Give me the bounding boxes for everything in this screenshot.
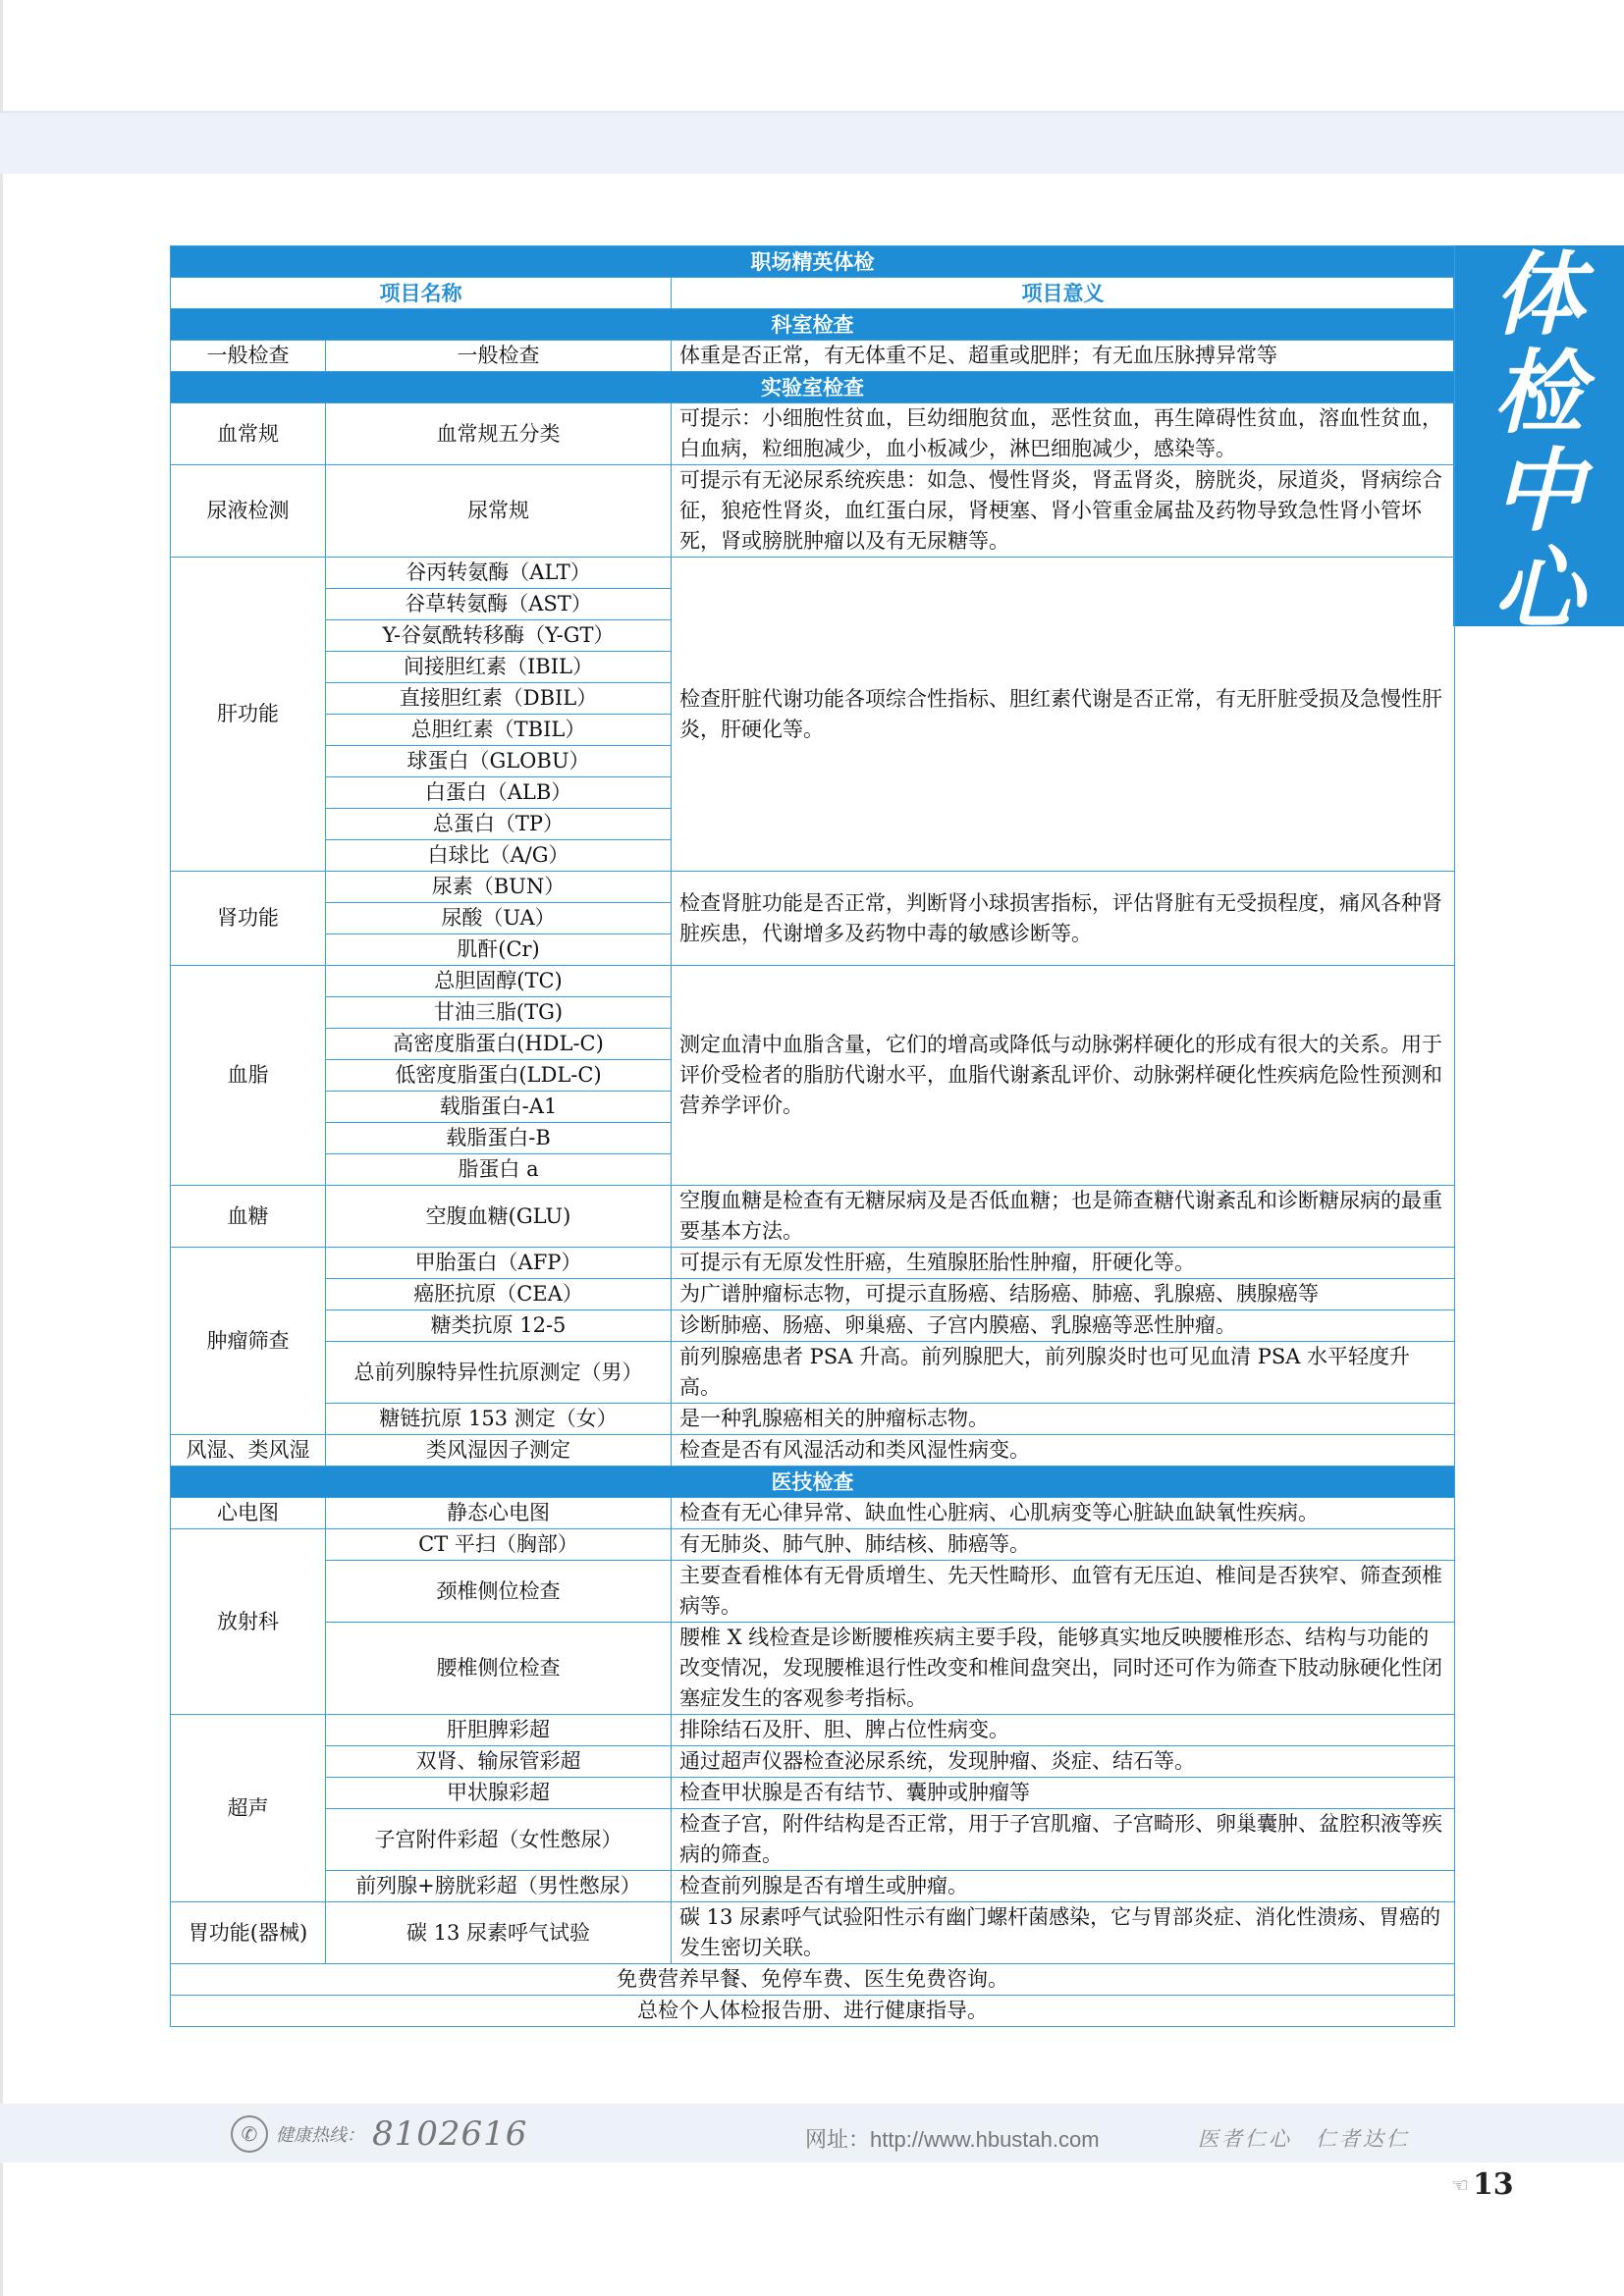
page-number: 13 bbox=[1472, 2167, 1514, 2202]
item-cell: 癌胚抗原（CEA） bbox=[326, 1279, 672, 1310]
item-cell: 腰椎侧位检查 bbox=[326, 1623, 672, 1715]
category-cell: 一般检查 bbox=[171, 341, 326, 372]
item-cell: 高密度脂蛋白(HDL-C) bbox=[326, 1029, 672, 1060]
desc-cell: 主要查看椎体有无骨质增生、先天性畸形、血管有无压迫、椎间是否狭窄、筛查颈椎病等。 bbox=[672, 1561, 1455, 1623]
item-cell: 总胆红素（TBIL） bbox=[326, 715, 672, 746]
item-cell: 总胆固醇(TC) bbox=[326, 966, 672, 997]
desc-cell: 检查肝脏代谢功能各项综合性指标、胆红素代谢是否正常，有无肝脏受损及急慢性肝炎，肝硬化等。 bbox=[672, 558, 1455, 872]
category-cell: 心电图 bbox=[171, 1498, 326, 1529]
desc-cell: 可提示有无泌尿系统疾患：如急、慢性肾炎，肾盂肾炎，膀胱炎，尿道炎，肾病综合征，狼疮性肾炎，血红蛋白尿，肾梗塞、肾小管重金属盐及药物导致急性肾小管坏死，肾或膀胱肿瘤以及有无尿糖等。 bbox=[672, 465, 1455, 558]
table-row bbox=[171, 558, 1455, 589]
item-cell: 谷丙转氨酶（ALT） bbox=[326, 558, 672, 589]
hotline bbox=[231, 2110, 527, 2158]
side-tab-char-2: 检 bbox=[1492, 340, 1584, 446]
category-cell: 肾功能 bbox=[171, 872, 326, 966]
desc-cell: 排除结石及肝、胆、脾占位性病变。 bbox=[672, 1715, 1455, 1746]
item-cell: 一般检查 bbox=[326, 341, 672, 372]
category-cell: 肿瘤筛查 bbox=[171, 1248, 326, 1435]
item-cell: CT 平扫（胸部） bbox=[326, 1529, 672, 1561]
table-row bbox=[171, 1778, 1455, 1809]
category-cell: 胃功能(器械) bbox=[171, 1902, 326, 1964]
category-cell: 超声 bbox=[171, 1715, 326, 1902]
table-header-row bbox=[171, 278, 1455, 309]
item-cell: 前列腺+膀胱彩超（男性憋尿） bbox=[326, 1871, 672, 1902]
desc-cell: 空腹血糖是检查有无糖尿病及是否低血糖；也是筛查糖代谢紊乱和诊断糖尿病的最重要基本方法。 bbox=[672, 1186, 1455, 1248]
table-row bbox=[171, 1746, 1455, 1778]
item-cell: 间接胆红素（IBIL） bbox=[326, 652, 672, 683]
item-cell: 球蛋白（GLOBU） bbox=[326, 746, 672, 777]
table-row bbox=[171, 872, 1455, 903]
category-cell: 尿液检测 bbox=[171, 465, 326, 558]
desc-cell: 检查前列腺是否有增生或肿瘤。 bbox=[672, 1871, 1455, 1902]
desc-cell: 检查有无心律异常、缺血性心脏病、心肌病变等心脏缺血缺氧性疾病。 bbox=[672, 1498, 1455, 1529]
item-cell: 载脂蛋白-B bbox=[326, 1123, 672, 1154]
table-row bbox=[171, 403, 1455, 465]
desc-cell: 通过超声仪器检查泌尿系统，发现肿瘤、炎症、结石等。 bbox=[672, 1746, 1455, 1778]
desc-cell: 体重是否正常，有无体重不足、超重或肥胖；有无血压脉搏异常等 bbox=[672, 341, 1455, 372]
hotline-label: 健康热线： bbox=[276, 2125, 364, 2146]
section-shiyan: 实验室检查 bbox=[171, 372, 1455, 403]
category-cell: 风湿、类风湿 bbox=[171, 1435, 326, 1467]
item-cell: Y-谷氨酰转移酶（Y-GT） bbox=[326, 620, 672, 652]
item-cell: 颈椎侧位检查 bbox=[326, 1561, 672, 1623]
item-cell: 甘油三脂(TG) bbox=[326, 997, 672, 1029]
desc-cell: 测定血清中血脂含量，它们的增高或降低与动脉粥样硬化的形成有很大的关系。用于评价受检者的脂肪代谢水平，血脂代谢紊乱评价、动脉粥样硬化性疾病危险性预测和营养学评价。 bbox=[672, 966, 1455, 1186]
table-row bbox=[171, 1342, 1455, 1404]
section-row bbox=[171, 309, 1455, 341]
item-cell: 载脂蛋白-A1 bbox=[326, 1092, 672, 1123]
pointing-hand-icon: ☜ bbox=[1451, 2172, 1469, 2197]
desc-cell: 检查甲状腺是否有结节、囊肿或肿瘤等 bbox=[672, 1778, 1455, 1809]
item-cell: 谷草转氨酶（AST） bbox=[326, 589, 672, 620]
checkup-table bbox=[170, 245, 1455, 2027]
table-row bbox=[171, 1310, 1455, 1342]
item-cell: 白球比（A/G） bbox=[326, 840, 672, 872]
desc-cell: 腰椎 X 线检查是诊断腰椎疾病主要手段，能够真实地反映腰椎形态、结构与功能的改变情况，发现腰椎退行性改变和椎间盘突出，同时还可作为筛查下肢动脉硬化性闭塞症发生的客观参考指标。 bbox=[672, 1623, 1455, 1715]
item-cell: 肌酐(Cr) bbox=[326, 934, 672, 966]
header-meaning: 项目意义 bbox=[672, 278, 1455, 309]
table-row bbox=[171, 1279, 1455, 1310]
page-number-block bbox=[1451, 2167, 1514, 2202]
category-cell: 血常规 bbox=[171, 403, 326, 465]
website-link[interactable]: 网址：http://www.hbustah.com bbox=[805, 2127, 1100, 2152]
footer-note-2: 总检个人体检报告册、进行健康指导。 bbox=[171, 1996, 1455, 2027]
slogan: 医者仁心 仁者达仁 bbox=[1198, 2127, 1410, 2151]
table-row bbox=[171, 465, 1455, 558]
item-cell: 直接胆红素（DBIL） bbox=[326, 683, 672, 715]
item-cell: 总前列腺特异性抗原测定（男） bbox=[326, 1342, 672, 1404]
desc-cell: 为广谱肿瘤标志物，可提示直肠癌、结肠癌、肺癌、乳腺癌、胰腺癌等 bbox=[672, 1279, 1455, 1310]
table-row bbox=[171, 1404, 1455, 1435]
header-band bbox=[0, 113, 1624, 174]
side-tab-title bbox=[1453, 241, 1624, 642]
section-yiji: 医技检查 bbox=[171, 1467, 1455, 1498]
item-cell: 尿素（BUN） bbox=[326, 872, 672, 903]
item-cell: 低密度脂蛋白(LDL-C) bbox=[326, 1060, 672, 1092]
item-cell: 脂蛋白 a bbox=[326, 1154, 672, 1186]
hotline-number: 8102616 bbox=[372, 2114, 528, 2154]
table-row bbox=[171, 1871, 1455, 1902]
side-tab-char-1: 体 bbox=[1492, 241, 1584, 347]
section-row bbox=[171, 1467, 1455, 1498]
section-row bbox=[171, 372, 1455, 403]
table-row bbox=[171, 966, 1455, 997]
item-cell: 糖链抗原 153 测定（女） bbox=[326, 1404, 672, 1435]
category-cell: 血糖 bbox=[171, 1186, 326, 1248]
table-row bbox=[171, 1623, 1455, 1715]
item-cell: 甲胎蛋白（AFP） bbox=[326, 1248, 672, 1279]
desc-cell: 有无肺炎、肺气肿、肺结核、肺癌等。 bbox=[672, 1529, 1455, 1561]
item-cell: 白蛋白（ALB） bbox=[326, 777, 672, 809]
table-footer-row bbox=[171, 1996, 1455, 2027]
table-row bbox=[171, 1715, 1455, 1746]
item-cell: 血常规五分类 bbox=[326, 403, 672, 465]
table-row bbox=[171, 1809, 1455, 1871]
table-row bbox=[171, 341, 1455, 372]
header-name: 项目名称 bbox=[171, 278, 672, 309]
desc-cell: 前列腺癌患者 PSA 升高。前列腺肥大，前列腺炎时也可见血清 PSA 水平轻度升高。 bbox=[672, 1342, 1455, 1404]
phone-icon: ✆ bbox=[231, 2115, 268, 2153]
item-cell: 尿酸（UA） bbox=[326, 903, 672, 934]
category-cell: 肝功能 bbox=[171, 558, 326, 872]
table-row bbox=[171, 1561, 1455, 1623]
category-cell: 放射科 bbox=[171, 1529, 326, 1715]
side-tab-char-4: 心 bbox=[1492, 536, 1584, 642]
table-row bbox=[171, 1498, 1455, 1529]
table-title-row bbox=[171, 246, 1455, 278]
section-keshi: 科室检查 bbox=[171, 309, 1455, 341]
footer-note-1: 免费营养早餐、免停车费、医生免费咨询。 bbox=[171, 1964, 1455, 1996]
item-cell: 甲状腺彩超 bbox=[326, 1778, 672, 1809]
desc-cell: 诊断肺癌、肠癌、卵巢癌、子宫内膜癌、乳腺癌等恶性肿瘤。 bbox=[672, 1310, 1455, 1342]
desc-cell: 检查子宫，附件结构是否正常，用于子宫肌瘤、子宫畸形、卵巢囊肿、盆腔积液等疾病的筛查。 bbox=[672, 1809, 1455, 1871]
desc-cell: 检查肾脏功能是否正常，判断肾小球损害指标，评估肾脏有无受损程度，痛风各种肾脏疾患，代谢增多及药物中毒的敏感诊断等。 bbox=[672, 872, 1455, 966]
table-row bbox=[171, 1248, 1455, 1279]
desc-cell: 可提示：小细胞性贫血，巨幼细胞贫血，恶性贫血，再生障碍性贫血，溶血性贫血，白血病，粒细胞减少，血小板减少，淋巴细胞减少，感染等。 bbox=[672, 403, 1455, 465]
desc-cell: 碳 13 尿素呼气试验阳性示有幽门螺杆菌感染，它与胃部炎症、消化性溃疡、胃癌的发生密切关联。 bbox=[672, 1902, 1455, 1964]
side-tab-char-3: 中 bbox=[1492, 438, 1584, 544]
item-cell: 静态心电图 bbox=[326, 1498, 672, 1529]
item-cell: 子宫附件彩超（女性憋尿） bbox=[326, 1809, 672, 1871]
item-cell: 碳 13 尿素呼气试验 bbox=[326, 1902, 672, 1964]
table-row bbox=[171, 1435, 1455, 1467]
table-title: 职场精英体检 bbox=[171, 246, 1455, 278]
item-cell: 空腹血糖(GLU) bbox=[326, 1186, 672, 1248]
table-row bbox=[171, 1186, 1455, 1248]
item-cell: 总蛋白（TP） bbox=[326, 809, 672, 840]
page-edge bbox=[0, 0, 3, 2296]
desc-cell: 可提示有无原发性肝癌，生殖腺胚胎性肿瘤，肝硬化等。 bbox=[672, 1248, 1455, 1279]
category-cell: 血脂 bbox=[171, 966, 326, 1186]
table-footer-row bbox=[171, 1964, 1455, 1996]
desc-cell: 是一种乳腺癌相关的肿瘤标志物。 bbox=[672, 1404, 1455, 1435]
item-cell: 肝胆脾彩超 bbox=[326, 1715, 672, 1746]
item-cell: 双肾、输尿管彩超 bbox=[326, 1746, 672, 1778]
item-cell: 尿常规 bbox=[326, 465, 672, 558]
table-row bbox=[171, 1529, 1455, 1561]
item-cell: 糖类抗原 12-5 bbox=[326, 1310, 672, 1342]
item-cell: 类风湿因子测定 bbox=[326, 1435, 672, 1467]
desc-cell: 检查是否有风湿活动和类风湿性病变。 bbox=[672, 1435, 1455, 1467]
table-row bbox=[171, 1902, 1455, 1964]
